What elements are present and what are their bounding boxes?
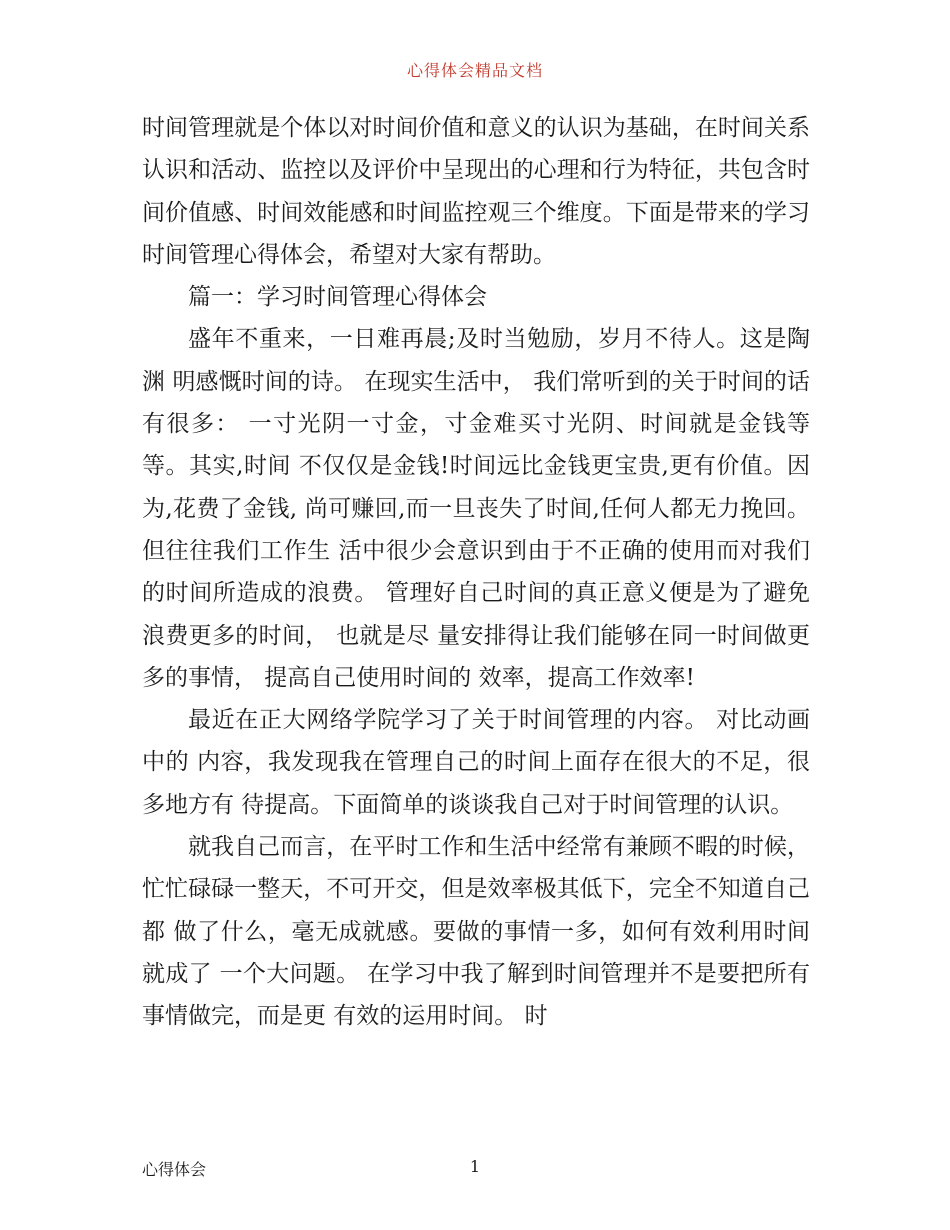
page-number: 1 [469,1157,481,1176]
paragraph-body-1: 盛年不重来，一日难再晨;及时当勉励，岁月不待人。这是陶渊 明感慨时间的诗。 在现实生活中， 我们常听到的关于时间的话有很多： 一寸光阴一寸金，寸金难买寸光阴、时间就是金钱等等。其实,时间 不仅仅是金钱!时间远比金钱更宝贵,更有价值。因为,花费了金钱, 尚可赚回,而一旦丧失了时间,任何人都无力挽回。 但往往我们工作生 活中很少会意识到由于不正确的使用而对我们的时间所造成的浪费。 管理好自己时间的真正意义便是为了避免浪费更多的时间， 也就是尽 量安排得让我们能够在同一时间做更多的事情， 提高自己使用时间的 效率，提高工作效率! [142,326,810,691]
paragraph-intro: 时间管理就是个体以对时间价值和意义的认识为基础，在时间关系认识和活动、监控以及评价中呈现出的心理和行为特征，共包含时间价值感、时间效能感和时间监控观三个维度。下面是带来的学习时间管理心得体会，希望对大家有帮助。 [142,115,810,268]
document-body [142,107,810,1038]
page-header-title: 心得体会精品文档 [406,61,543,80]
footer-label: 心得体会 [142,1160,207,1179]
paragraph-body-3: 就我自己而言，在平时工作和生活中经常有兼顾不暇的时候， 忙忙碌碌一整天，不可开交，但是效率极其低下，完全不知道自己都 做了什么，毫无成就感。要做的事情一多，如何有效利用时间就成了 一个大问题。 在学习中我了解到时间管理并不是要把所有事情做完，而是更 有效的运用时间。 时 [142,834,810,1030]
paragraph-body-2: 最近在正大网络学院学习了关于时间管理的内容。 对比动画中的 内容，我发现我在管理自己的时间上面存在很大的不足，很多地方有 待提高。下面简单的谈谈我自己对于时间管理的认识。 [142,707,810,818]
section-heading: 篇一：学习时间管理心得体会 [188,284,487,311]
